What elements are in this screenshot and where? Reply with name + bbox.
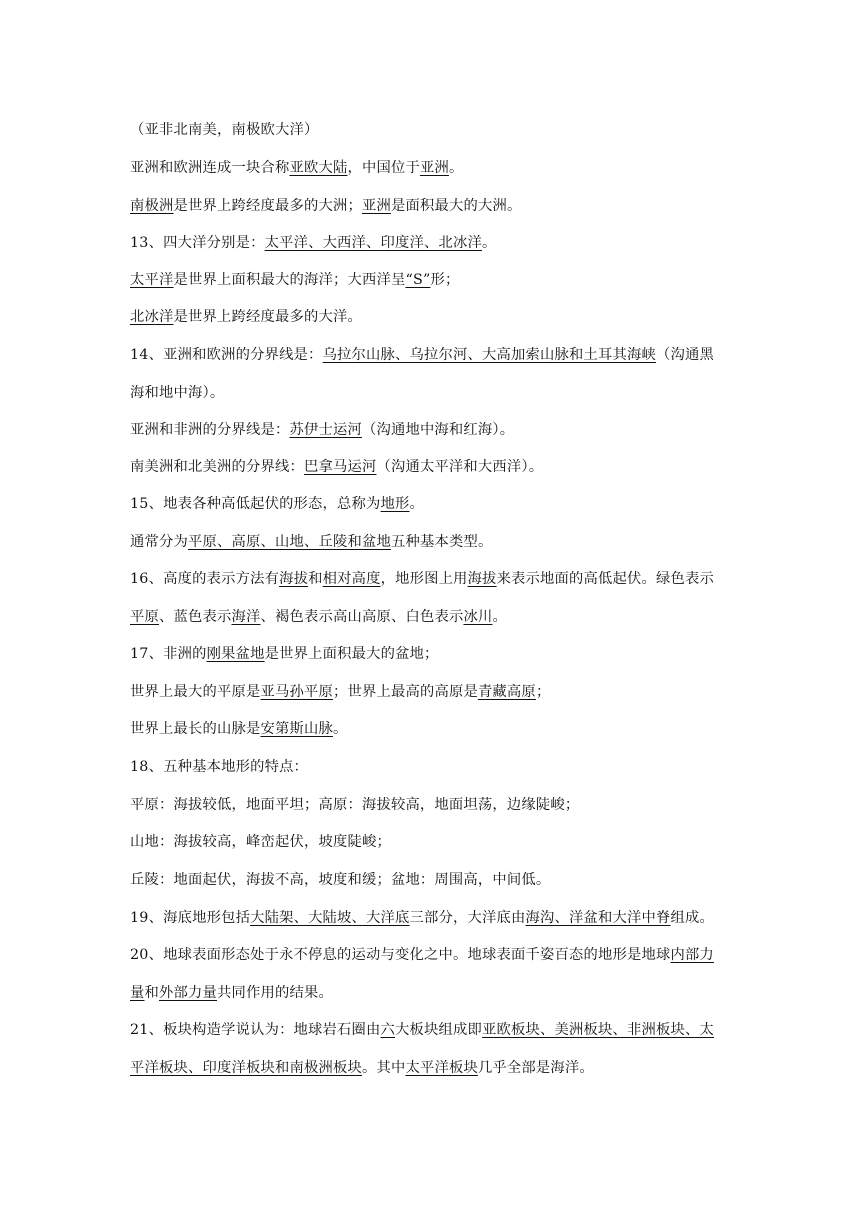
text-segment: 、褐色表示高山高原、白色表示 [260, 609, 464, 625]
text-segment: 。 [332, 721, 348, 737]
underlined-answer: 外部力量 [159, 985, 217, 1001]
text-line [130, 158, 734, 178]
text-segment: 是面积最大的大洲。 [390, 198, 522, 214]
underlined-answer: “S” [405, 272, 431, 288]
underlined-answer: 六 [380, 1022, 396, 1038]
text-line [130, 196, 734, 216]
underlined-answer: 亚欧大陆 [289, 160, 348, 176]
text-line [130, 1058, 734, 1078]
underlined-answer: 相对高度 [322, 571, 381, 587]
text-segment: 世界上最大的平原是 [130, 684, 261, 700]
text-segment: 14、亚洲和欧洲的分界线是： [130, 347, 323, 363]
text-segment: 亚洲和欧洲连成一块合称 [130, 160, 290, 176]
text-line [130, 120, 734, 140]
text-segment: 。其中 [361, 1060, 406, 1076]
text-line [130, 383, 734, 403]
text-segment: 20、地球表面形态处于永不停息的运动与变化之中。地球表面千姿百态的地形是地球 [130, 947, 671, 963]
underlined-answer: 太平洋、大西洋、印度洋、北冰洋 [264, 235, 483, 251]
text-segment: 来表示地面的高低起伏。绿色表示 [496, 571, 715, 587]
text-segment: （沟通太平洋和大西洋）。 [376, 459, 544, 475]
text-line [130, 908, 734, 928]
underlined-answer: 地形 [380, 496, 410, 512]
text-line [130, 983, 734, 1003]
text-line [130, 832, 734, 852]
underlined-answer: 安第斯山脉 [260, 721, 333, 737]
text-segment: 21、板块构造学说认为：地球岩石圈由 [130, 1022, 381, 1038]
text-segment: 16、高度的表示方法有 [130, 571, 280, 587]
text-segment: 18、五种基本地形的特点： [130, 759, 309, 775]
text-segment: 是世界上面积最大的盆地； [264, 646, 439, 662]
underlined-answer: 亚马孙平原 [260, 684, 333, 700]
text-segment: 通常分为 [130, 534, 188, 550]
text-segment: （亚非北南美，南极欧大洋） [130, 122, 319, 138]
text-segment: 17、非洲的 [130, 646, 207, 662]
text-line [130, 607, 734, 627]
underlined-answer: 大陆架、大陆坡、大洋底 [250, 910, 410, 926]
text-segment: 是世界上跨经度最多的大洲； [173, 198, 362, 214]
text-line [130, 945, 734, 965]
text-segment: 。 [448, 160, 464, 176]
text-segment: ；世界上最高的高原是 [332, 684, 478, 700]
underlined-answer: 冰川 [463, 609, 493, 625]
underlined-answer: 北冰洋 [130, 309, 174, 325]
underlined-answer: 平原 [130, 609, 159, 625]
text-segment: （沟通黑 [656, 347, 714, 363]
underlined-answer: 量 [130, 985, 145, 1001]
text-segment: 是世界上面积最大的海洋；大西洋呈 [173, 272, 406, 288]
underlined-answer: 海拔 [467, 571, 497, 587]
text-segment: ，地形图上用 [380, 571, 468, 587]
text-line [130, 870, 734, 890]
text-segment: 五种基本类型。 [390, 534, 493, 550]
text-segment: 三部分，大洋底由 [409, 910, 526, 926]
text-segment: 共同作用的结果。 [217, 985, 333, 1001]
text-segment: 19、海底地形包括 [130, 910, 251, 926]
underlined-answer: 苏伊士运河 [289, 422, 362, 438]
text-segment: 。 [482, 235, 497, 251]
text-line [130, 457, 734, 477]
text-segment: 大板块组成即 [395, 1022, 483, 1038]
text-line [130, 270, 734, 290]
underlined-answer: 海拔 [279, 571, 309, 587]
underlined-answer: 太平洋 [130, 272, 174, 288]
text-segment: 海和地中海）。 [130, 385, 225, 401]
text-segment: 亚洲和非洲的分界线是： [130, 422, 290, 438]
text-segment: （沟通地中海和红海）。 [361, 422, 515, 438]
text-segment: 山地：海拔较高，峰峦起伏，坡度陡峻； [130, 834, 391, 850]
underlined-answer: 亚洲 [361, 198, 391, 214]
text-segment: 南美洲和北美洲的分界线： [130, 459, 304, 475]
text-line [130, 719, 734, 739]
text-segment: 、蓝色表示 [159, 609, 232, 625]
text-line [130, 307, 734, 327]
underlined-answer: 巴拿马运河 [303, 459, 377, 475]
text-line [130, 420, 734, 440]
underlined-answer: 亚欧板块、美洲板块、非洲板块、太 [482, 1022, 714, 1038]
text-line [130, 795, 734, 815]
text-line [130, 532, 734, 552]
text-segment: ； [535, 684, 551, 700]
text-line [130, 345, 734, 365]
text-segment: 。 [409, 496, 425, 512]
text-segment: 和 [308, 571, 323, 587]
underlined-answer: 青藏高原 [477, 684, 536, 700]
underlined-answer: 内部力 [670, 947, 714, 963]
underlined-answer: 海洋 [231, 609, 261, 625]
text-segment: 13、四大洋分别是： [130, 235, 265, 251]
text-segment: 平原：海拔较低，地面平坦；高原：海拔较高，地面坦荡，边缘陡峻； [130, 797, 580, 813]
text-segment: 是世界上跨经度最多的大洋。 [173, 309, 362, 325]
underlined-answer: 太平洋板块 [405, 1060, 478, 1076]
text-segment: 几乎全部是海洋。 [477, 1060, 594, 1076]
text-line [130, 1020, 734, 1040]
text-line [130, 757, 734, 777]
underlined-answer: 亚洲 [419, 160, 449, 176]
text-segment: 。 [492, 609, 507, 625]
text-segment: 丘陵：地面起伏，海拔不高，坡度和缓；盆地：周围高，中间低。 [130, 872, 551, 888]
text-line [130, 494, 734, 514]
underlined-answer: 南极洲 [130, 198, 174, 214]
text-segment: 世界上最长的山脉是 [130, 721, 261, 737]
text-line [130, 644, 734, 664]
text-line [130, 233, 734, 253]
underlined-answer: 平洋板块、印度洋板块和南极洲板块 [130, 1060, 362, 1076]
underlined-answer: 海沟、洋盆和大洋中脊 [525, 910, 671, 926]
text-line [130, 569, 734, 589]
text-line [130, 682, 734, 702]
underlined-answer: 乌拉尔山脉、乌拉尔河、大高加索山脉和土耳其海峡 [322, 347, 656, 363]
text-segment: 形； [430, 272, 460, 288]
text-segment: 组成。 [670, 910, 714, 926]
underlined-answer: 刚果盆地 [206, 646, 265, 662]
text-segment: 和 [144, 985, 159, 1001]
underlined-answer: 平原、高原、山地、丘陵和盆地 [188, 534, 391, 550]
text-segment: ，中国位于 [347, 160, 420, 176]
text-segment: 15、地表各种高低起伏的形态，总称为 [130, 496, 381, 512]
